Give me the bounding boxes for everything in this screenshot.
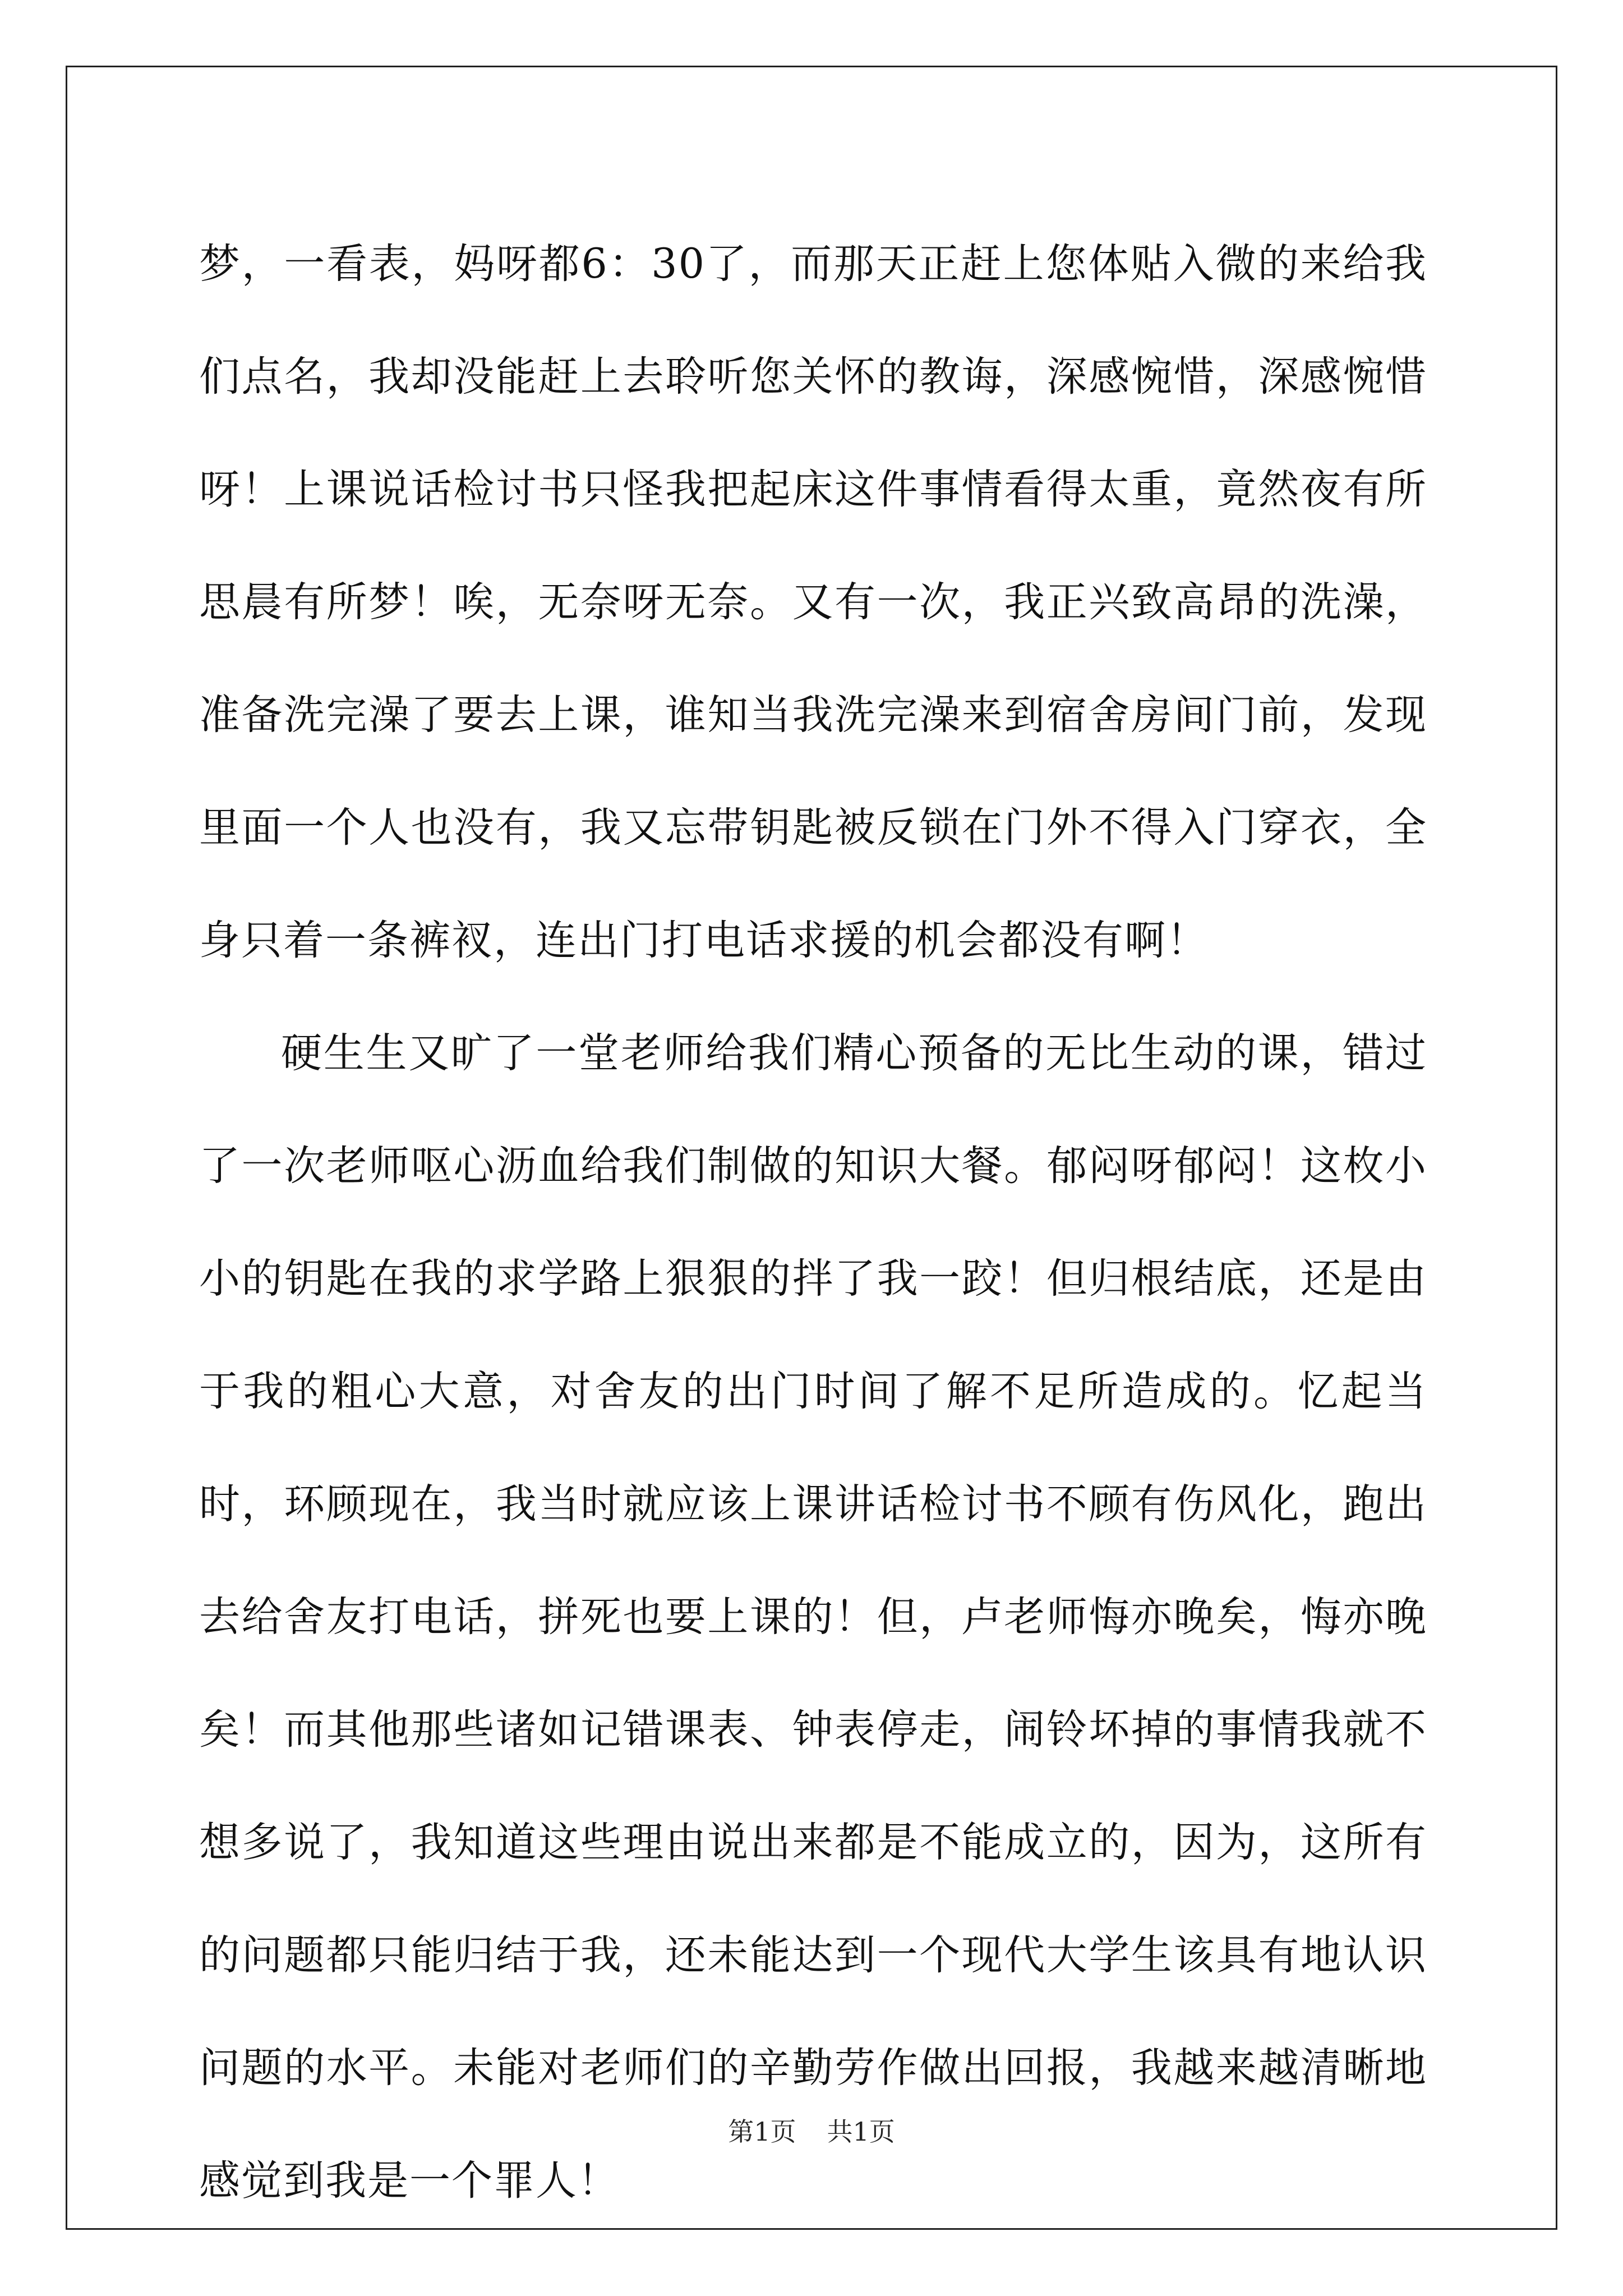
paragraph-1: 梦，一看表，妈呀都6：30了，而那天正赶上您体贴入微的来给我们点名，我却没能赶上去聆听您关怀的教诲，深感惋惜，深感惋惜呀！上课说话检讨书只怪我把起床这件事情看得太重，竟然夜有所思晨有所梦！唉，无奈呀无奈。又有一次，我正兴致高昂的洗澡，准备洗完澡了要去上课，谁知当我洗完澡来到宿舍房间门前，发现里面一个人也没有，我又忘带钥匙被反锁在门外不得入门穿衣，全身只着一条裤衩，连出门打电话求援的机会都没有啊！ [199,240,1427,964]
page-number-total: 共1页 [827,2116,895,2147]
paragraph-2: 硬生生又旷了一堂老师给我们精心预备的无比生动的课，错过了一次老师呕心沥血给我们制做的知识大餐。郁闷呀郁闷！这枚小小的钥匙在我的求学路上狠狠的拌了我一跤！但归根结底，还是由于我的粗心大意，对舍友的出门时间了解不足所造成的。忆起当时，环顾现在，我当时就应该上课讲话检讨书不顾有伤风化，跑出去给舍友打电话，拼死也要上课的！但，卢老师悔亦晚矣，悔亦晚矣！而其他那些诸如记错课表、钟表停走，闹铃坏掉的事情我就不想多说了，我知道这些理由说出来都是不能成立的，因为，这所有的问题都只能归结于我，还未能达到一个现代大学生该具有地认识问题的水平。未能对老师们的辛勤劳作做出回报，我越来越清晰地感觉到我是一个罪人！ [199,1029,1427,2205]
document-body [199,208,1427,2237]
page-footer [0,2115,1623,2148]
page-number-current: 第1页 [728,2116,796,2147]
